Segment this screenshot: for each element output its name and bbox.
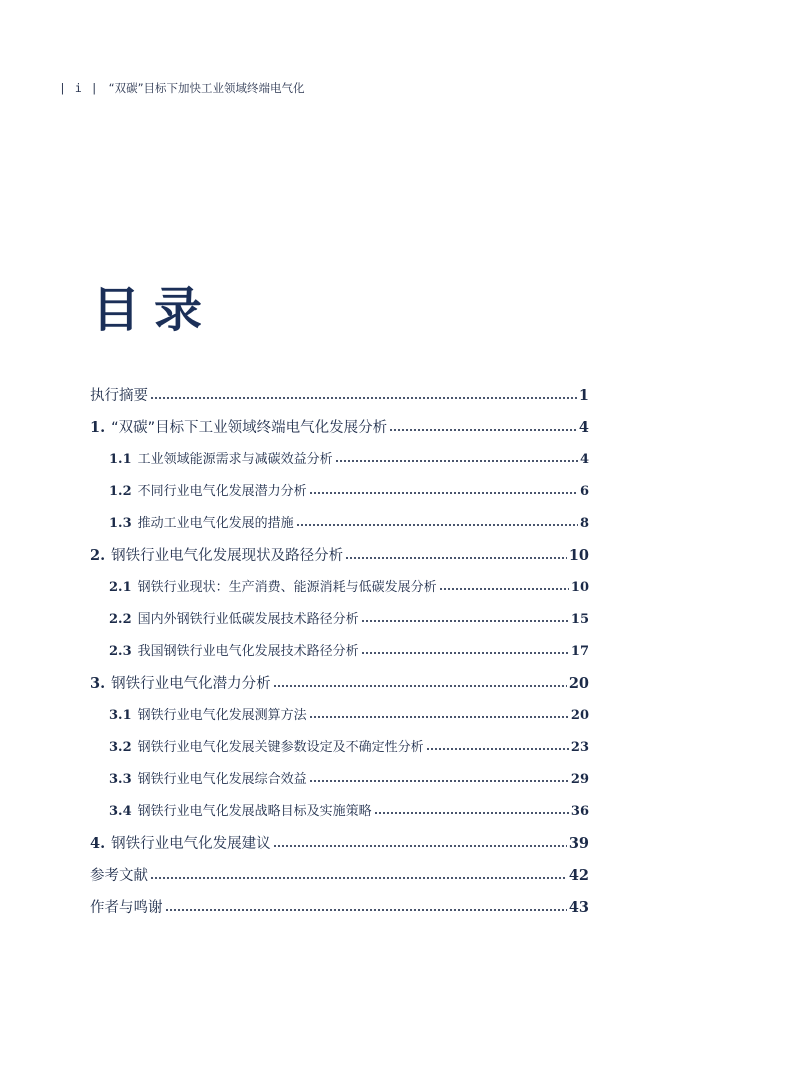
toc-entry-number: 2.3	[109, 644, 132, 659]
toc-entry-page: 17	[570, 644, 589, 659]
dot-leader	[309, 491, 578, 495]
dot-leader	[309, 715, 569, 719]
toc-entry-chapter-3[interactable]	[90, 672, 589, 696]
toc-entry-label: 钢铁行业电气化发展现状及路径分析	[111, 548, 344, 564]
toc-entry-label: 作者与鸣谢	[90, 900, 163, 916]
toc-entry-chapter-2[interactable]	[90, 544, 589, 568]
toc-entry-section-1-2[interactable]	[109, 480, 589, 504]
toc-entry-section-1-3[interactable]	[109, 512, 589, 536]
dot-leader	[361, 651, 569, 655]
toc-entry-label: “双碳”目标下工业领域终端电气化发展分析	[111, 420, 388, 436]
toc-entry-label: 工业领域能源需求与减碳效益分析	[137, 452, 333, 467]
toc-entry-page: 10	[568, 547, 589, 564]
toc-entry-label: 推动工业电气化发展的措施	[137, 516, 294, 531]
dot-leader	[426, 747, 569, 751]
toc-entry-number: 3.3	[109, 772, 132, 787]
page-title: 目录	[92, 282, 217, 338]
toc-entry-authors-acknowledgements[interactable]	[90, 896, 589, 920]
page-marker: | i |	[59, 81, 99, 95]
toc-entry-section-1-1[interactable]	[109, 448, 589, 472]
toc-entry-page: 29	[570, 772, 589, 787]
toc-entry-number: 2.	[90, 547, 106, 564]
toc-entry-section-2-3[interactable]	[109, 640, 589, 664]
toc-entry-label: 钢铁行业电气化发展综合效益	[137, 772, 307, 787]
dot-leader	[273, 684, 567, 688]
dot-leader	[296, 523, 578, 527]
dot-leader	[309, 779, 569, 783]
toc-entry-label: 钢铁行业电气化潜力分析	[111, 676, 271, 692]
toc-entry-page: 4	[579, 452, 589, 467]
toc-entry-page: 15	[570, 612, 589, 627]
running-header	[59, 80, 305, 96]
toc-entry-label: 参考文献	[90, 868, 148, 884]
toc-entry-label: 执行摘要	[90, 388, 148, 404]
toc-entry-section-3-2[interactable]	[109, 736, 589, 760]
dot-leader	[389, 428, 577, 432]
toc-entry-label: 钢铁行业电气化发展测算方法	[137, 708, 307, 723]
toc-entry-number: 3.	[90, 675, 106, 692]
toc-entry-section-2-1[interactable]	[109, 576, 589, 600]
toc-entry-page: 36	[570, 804, 589, 819]
dot-leader	[165, 908, 567, 912]
toc-entry-number: 1.3	[109, 516, 132, 531]
toc-entry-label: 钢铁行业电气化发展建议	[111, 836, 271, 852]
toc-entry-label: 国内外钢铁行业低碳发展技术路径分析	[137, 612, 359, 627]
dot-leader	[335, 459, 578, 463]
toc-entry-page: 6	[579, 484, 589, 499]
toc-entry-section-3-1[interactable]	[109, 704, 589, 728]
toc-entry-number: 1.	[90, 419, 106, 436]
toc-entry-label: 我国钢铁行业电气化发展技术路径分析	[137, 644, 359, 659]
toc-entry-references[interactable]	[90, 864, 589, 888]
toc-entry-page: 1	[578, 387, 589, 404]
toc-entry-page: 23	[570, 740, 589, 755]
dot-leader	[273, 844, 567, 848]
toc-entry-number: 3.4	[109, 804, 132, 819]
toc-entry-number: 3.1	[109, 708, 132, 723]
dot-leader	[345, 556, 567, 560]
toc-entry-chapter-4[interactable]	[90, 832, 589, 856]
toc-entry-page: 42	[568, 867, 589, 884]
toc-entry-number: 2.2	[109, 612, 132, 627]
toc-entry-number: 2.1	[109, 580, 132, 595]
toc-entry-number: 3.2	[109, 740, 132, 755]
dot-leader	[374, 811, 569, 815]
toc-entry-executive-summary[interactable]	[90, 384, 589, 408]
toc-entry-page: 20	[570, 708, 589, 723]
toc-entry-number: 1.2	[109, 484, 132, 499]
toc-entry-chapter-1[interactable]	[90, 416, 589, 440]
dot-leader	[150, 396, 577, 400]
dot-leader	[439, 587, 569, 591]
toc-entry-number: 4.	[90, 835, 106, 852]
toc-entry-page: 8	[579, 516, 589, 531]
toc-entry-number: 1.1	[109, 452, 132, 467]
toc-entry-page: 4	[578, 419, 589, 436]
toc-entry-page: 10	[570, 580, 589, 595]
toc-entry-label: 钢铁行业电气化发展战略目标及实施策略	[137, 804, 372, 819]
toc-entry-page: 20	[568, 675, 589, 692]
toc-entry-label: 钢铁行业电气化发展关键参数设定及不确定性分析	[137, 740, 424, 755]
toc-entry-section-2-2[interactable]	[109, 608, 589, 632]
toc-entry-label: 钢铁行业现状：生产消费、能源消耗与低碳发展分析	[137, 580, 437, 595]
dot-leader	[361, 619, 569, 623]
toc-entry-section-3-4[interactable]	[109, 800, 589, 824]
toc-entry-page: 43	[568, 899, 589, 916]
toc-entry-section-3-3[interactable]	[109, 768, 589, 792]
dot-leader	[150, 876, 567, 880]
toc-entry-page: 39	[568, 835, 589, 852]
running-title: “双碳”目标下加快工业领域终端电气化	[108, 81, 305, 95]
toc-entry-label: 不同行业电气化发展潜力分析	[137, 484, 307, 499]
table-of-contents	[0, 380, 793, 940]
